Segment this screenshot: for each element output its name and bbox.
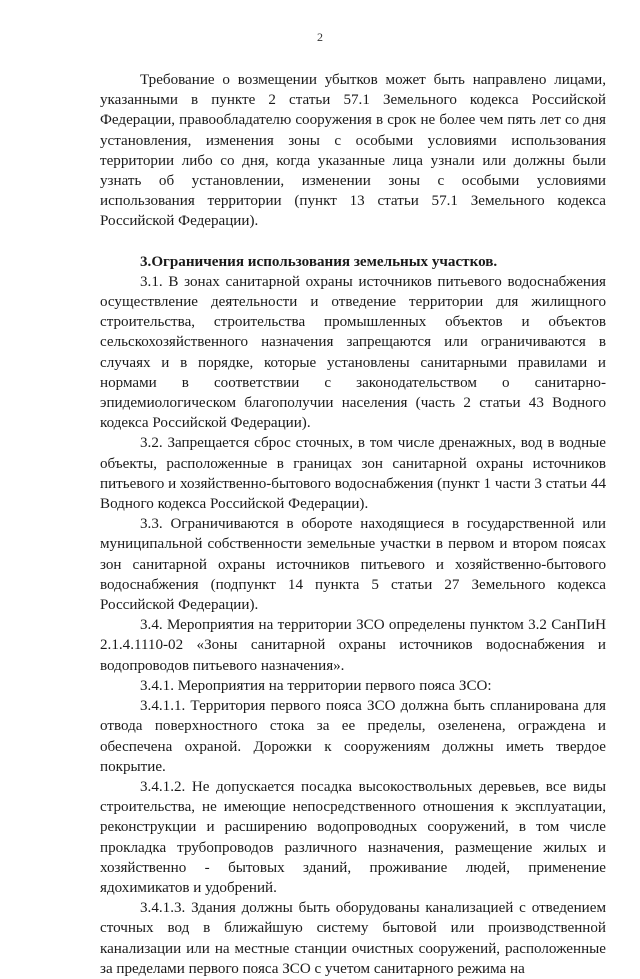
section-heading: 3.Ограничения использования земельных участков. — [140, 253, 498, 270]
paragraph-3-4-1-2: 3.4.1.2. Не допускается посадка высокоствольных деревьев, все виды строительства, не имеющие непосредственного отношения к эксплуатации, реконструкции и расширению водопроводных сооружений, в том числе прокладка трубопроводов различного назначения, размещение жилых и хозяйственно - бытовых зданий, проживание людей, применение ядохимикатов и удобрений. — [100, 778, 606, 896]
paragraph-compensation-claim: Требование о возмещении убытков может быть направлено лицами, указанными в пункте 2 статьи 57.1 Земельного кодекса Российской Федерации, правообладателю сооружения в срок не более чем пять лет со дня установления, изменения зоны с особыми условиями использования территории либо со дня, когда указанные лица узнали или должны были узнать об установлении, изменении зоны с особыми условиями использования территории (пункт 13 статьи 57.1 Земельного кодекса Российской Федерации). — [100, 72, 606, 230]
paragraph-3-4-1-3: 3.4.1.3. Здания должны быть оборудованы канализацией с отведением сточных вод в ближайшую систему бытовой или производственной канализации или на местные станции очистных сооружений, расположенные за пределами первого пояса ЗСО с учетом санитарного режима на — [100, 900, 606, 977]
paragraph-3-2: 3.2. Запрещается сброс сточных, в том числе дренажных, вод в водные объекты, расположенные в границах зон санитарной охраны источников питьевого и хозяйственно-бытового водоснабжения (пункт 1 части 3 статьи 44 Водного кодекса Российской Федерации). — [100, 435, 606, 513]
paragraph-3-4-1-1: 3.4.1.1. Территория первого пояса ЗСО должна быть спланирована для отвода поверхностного стока за ее пределы, озеленена, ограждена и обеспечена охраной. Дорожки к сооружениям должны иметь твердое покрытие. — [100, 698, 606, 775]
document-body — [100, 70, 606, 979]
page-number: 2 — [317, 30, 323, 44]
paragraph-3-3: 3.3. Ограничиваются в обороте находящиеся в государственной или муниципальной собственности земельные участки в первом и втором поясах зон санитарной охраны источников питьевого и хозяйственно-бытового водоснабжения (подпункт 14 пункта 5 статьи 27 Земельного кодекса Российской Федерации). — [100, 516, 606, 614]
paragraph-3-4-1: 3.4.1. Мероприятия на территории первого пояса ЗСО: — [140, 677, 492, 694]
paragraph-spacer — [100, 232, 606, 252]
paragraph-3-1: 3.1. В зонах санитарной охраны источников питьевого водоснабжения осуществление деятельности и отведение территории для жилищного строительства, строительства промышленных объектов и объектов сельскохозяйственного назначения запрещаются или ограничиваются в случаях и в порядке, которые установлены санитарными правилами и нормами в соответствии с законодательством о санитарно-эпидемиологическом благополучии населения (часть 2 статьи 43 Водного кодекса Российской Федерации). — [100, 273, 606, 432]
paragraph-3-4: 3.4. Мероприятия на территории ЗСО определены пунктом 3.2 СанПиН 2.1.4.1110-02 «Зоны санитарной охраны источников водоснабжения и водопроводов питьевого назначения». — [100, 617, 606, 674]
